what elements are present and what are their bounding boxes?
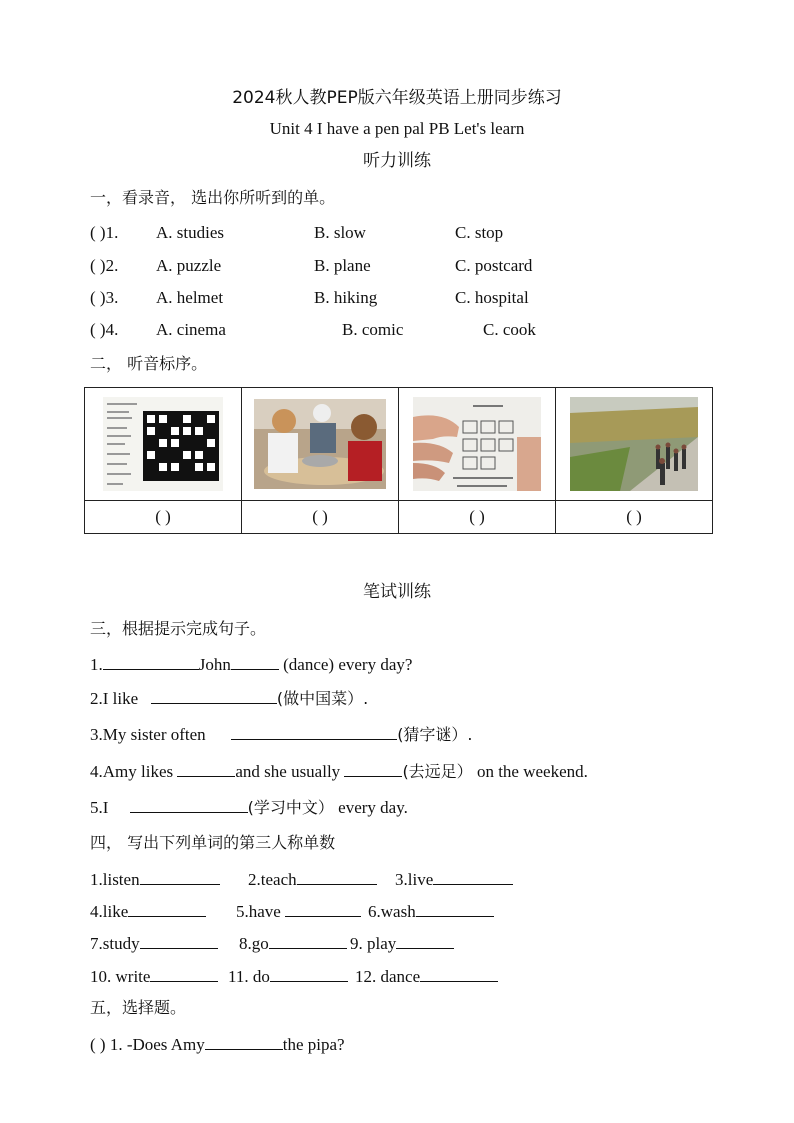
answer-blank[interactable]	[103, 653, 199, 670]
answer-cell-1[interactable]: ( )	[85, 501, 242, 534]
word-item-3: 3.live	[395, 868, 513, 891]
word-item-11: 11. do	[228, 965, 348, 988]
answer-blank[interactable]	[416, 900, 494, 917]
cooking-children-picture	[254, 399, 386, 489]
item-number: ( )3.	[90, 288, 119, 307]
written-section-title: 笔试训练	[363, 582, 431, 602]
picture-cell-1	[85, 388, 242, 501]
answer-blank[interactable]	[420, 965, 498, 982]
word-item-7: 7.study	[90, 932, 218, 955]
part4-heading: 四， 写出下列单词的第三人称单数	[90, 833, 336, 852]
option-a: A. puzzle	[156, 256, 222, 275]
option-a: A. cinema	[156, 320, 226, 339]
option-b: B. slow	[314, 223, 366, 242]
word-item-2: 2.teach	[248, 868, 377, 891]
word-item-6: 6.wash	[368, 900, 494, 923]
unit-subtitle: Unit 4 I have a pen pal PB Let's learn	[269, 119, 525, 138]
picture-cell-2	[242, 388, 399, 501]
option-b: B. comic	[342, 320, 404, 339]
word-item-8: 8.go	[239, 932, 347, 955]
answer-blank[interactable]	[177, 760, 235, 777]
picture-table	[84, 387, 713, 534]
option-c: C. stop	[455, 223, 504, 242]
part5-heading: 五，选择题。	[90, 998, 187, 1017]
answer-cell-2[interactable]: ( )	[242, 501, 399, 534]
option-c: C. postcard	[455, 256, 533, 275]
part3-heading: 三，根据提示完成句子。	[90, 619, 267, 638]
answer-blank[interactable]	[270, 965, 348, 982]
hiking-people-picture	[570, 397, 698, 491]
item-number: ( )4.	[90, 320, 119, 339]
answer-cell-4[interactable]: ( )	[556, 501, 713, 534]
option-a: A. studies	[156, 223, 224, 242]
answer-blank[interactable]	[151, 687, 277, 704]
option-c: C. cook	[483, 320, 536, 339]
answer-blank[interactable]	[344, 760, 402, 777]
answer-blank[interactable]	[269, 932, 347, 949]
option-c: C. hospital	[455, 288, 529, 307]
chinese-worksheet-picture	[413, 397, 541, 491]
picture-cell-4	[556, 388, 713, 501]
word-item-10: 10. write	[90, 965, 218, 988]
part3-question-2: 2.I like (做中国菜）.	[90, 689, 369, 708]
word-item-5: 5.have	[236, 900, 361, 923]
picture-cell-3	[399, 388, 556, 501]
answer-blank[interactable]	[231, 723, 397, 740]
option-b: B. plane	[314, 256, 371, 275]
answer-blank[interactable]	[231, 653, 279, 670]
answer-blank[interactable]	[205, 1033, 283, 1050]
answer-blank[interactable]	[433, 868, 513, 885]
answer-cell-3[interactable]: ( )	[399, 501, 556, 534]
part1-heading: 一，看录音， 选出你所听到的单。	[90, 188, 336, 207]
option-b: B. hiking	[314, 288, 378, 307]
part5-question-1: ( ) 1. -Does Amy the pipa?	[90, 1035, 345, 1054]
part3-question-4: 4.Amy likes and she usually (去远足） on the weekend.	[90, 762, 588, 781]
part3-question-5: 5.I (学习中文） every day.	[90, 798, 408, 817]
item-number: ( )1.	[90, 223, 119, 242]
answer-blank[interactable]	[150, 965, 218, 982]
crossword-puzzle-picture	[103, 397, 223, 491]
answer-blank[interactable]	[285, 900, 361, 917]
answer-blank[interactable]	[140, 868, 220, 885]
listening-section-title: 听力训练	[363, 151, 431, 171]
part3-question-3: 3.My sister often (猜字谜）.	[90, 725, 473, 744]
word-item-4: 4.like	[90, 900, 206, 923]
part2-heading: 二， 听音标序。	[90, 354, 208, 373]
answer-blank[interactable]	[128, 900, 206, 917]
part3-question-1: 1. John (dance) every day?	[90, 655, 413, 674]
worksheet-title: 2024秋人教PEP版六年级英语上册同步练习	[232, 88, 562, 108]
word-item-1: 1.listen	[90, 868, 220, 891]
word-item-9: 9. play	[350, 932, 454, 955]
option-a: A. helmet	[156, 288, 224, 307]
answer-blank[interactable]	[297, 868, 377, 885]
item-number: ( )2.	[90, 256, 119, 275]
word-item-12: 12. dance	[355, 965, 498, 988]
answer-blank[interactable]	[396, 932, 454, 949]
answer-blank[interactable]	[130, 796, 248, 813]
answer-blank[interactable]	[140, 932, 218, 949]
